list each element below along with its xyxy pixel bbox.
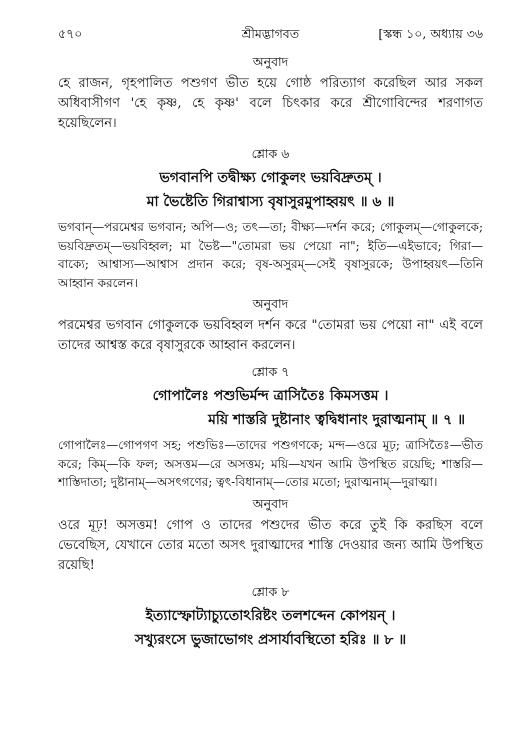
translation-text: হে রাজন, গৃহপালিত পশুগণ ভীত হয়ে গোষ্ঠ পরিত্যাগ করেছিল আর সকল অধিবাসীগণ 'হে কৃষ্ণ, হে কৃষ্ণ' বলে চিৎকার করে শ্রীগোবিন্দের শরণাগত হয়েছিলেন। [58, 76, 483, 131]
translation-heading: অনুবাদ [252, 495, 289, 511]
translation-heading: অনুবাদ [252, 54, 289, 69]
page-header [58, 26, 483, 48]
translation-heading: অনুবাদ [252, 296, 289, 311]
verse-line: সখ্যুরংসে ভুজাভোগং প্রসার্যাবস্থিতো হরিঃ ॥ ৮ ॥ [134, 631, 407, 648]
verse-line: ভগবানপি তদ্বীক্ষ্য গোকুলং ভয়বিদ্রুতম্ । [159, 170, 382, 186]
translation-text: পরমেশ্বর ভগবান গোকুলকে ভয়বিহ্বল দর্শন করে "তোমরা ভয় পেয়ো না" এই বলে তাদের আশ্বস্ত করে বৃষাসুরকে আহ্বান করলেন। [58, 318, 483, 353]
verse-line: গোপালৈঃ পশুভির্মন্দ ত্রাসিতৈঃ কিমসত্তম । [152, 388, 389, 404]
page-number: ৫৭০ [58, 26, 83, 41]
sloka-heading: শ্লোক ৮ [251, 583, 290, 599]
verse-line: মা ভৈষ্টেতি গিরাশ্বাস্য বৃষাসুরমুপাহ্বয়ৎ ॥ ৬ ॥ [146, 194, 395, 210]
verse-line: ময়ি শাস্তরি দুষ্টানাং ত্বদ্বিধানাং দুরাত্মনাম্ ॥ ৭ ॥ [208, 412, 465, 428]
synonyms-text: ভগবান্—পরমেশ্বর ভগবান; অপি—ও; তৎ—তা; বীক্ষ্য—দর্শন করে; গোকুলম্—গোকুলকে; ভয়বিদ্রুতম্—ভয়বিহ্বল; মা ভৈষ্ট—"তোমরা ভয় পেয়ো না"; ইতি—এইভাবে; গিরা—বাক্যে; আশ্বাস্য—আশ্বাস প্রদান করে; বৃষ-অসুরম্—সেই বৃষাসুরকে; উপাহ্বয়ৎ—তিনি আহ্বান করলেন। [58, 220, 483, 290]
verse-line: ইত্যাস্ফোট্যাচ্যুতোঽরিষ্টং তলশব্দেন কোপয়ন্ । [145, 607, 396, 624]
sloka-heading: শ্লোক ৬ [251, 146, 290, 161]
sloka-heading: শ্লোক ৭ [251, 364, 290, 379]
synonyms-text: গোপালৈঃ—গোপগণ সহ; পশুভিঃ—তাদের পশুগণকে; মন্দ—ওরে মূঢ়; ত্রাসিতৈঃ—ভীত করে; কিম্—কি ফল; অসত্তম—রে অসত্তম; ময়ি—যখন আমি উপস্থিত রয়েছি; শাস্তরি—শাস্তিদাতা; দুষ্টানাম্—অসৎগণের; ত্বৎ-বিধানাম্—তোর মতো; দুরাত্মনাম্—দুরাত্মা। [58, 438, 483, 489]
book-title: শ্রীমদ্ভাগবত [241, 26, 300, 41]
translation-text: ওরে মূঢ়! অসত্তম! গোপ ও তাদের পশুদের ভীত করে তুই কি করছিস বলে ভেবেছিস, যেখানে তোর মতো অসৎ দুরাত্মাদের শাস্তি দেওয়ার জন্য আমি উপস্থিত রয়েছি! [58, 517, 483, 573]
chapter-reference: [স্কন্ধ ১০, অধ্যায় ৩৬ [378, 26, 483, 41]
